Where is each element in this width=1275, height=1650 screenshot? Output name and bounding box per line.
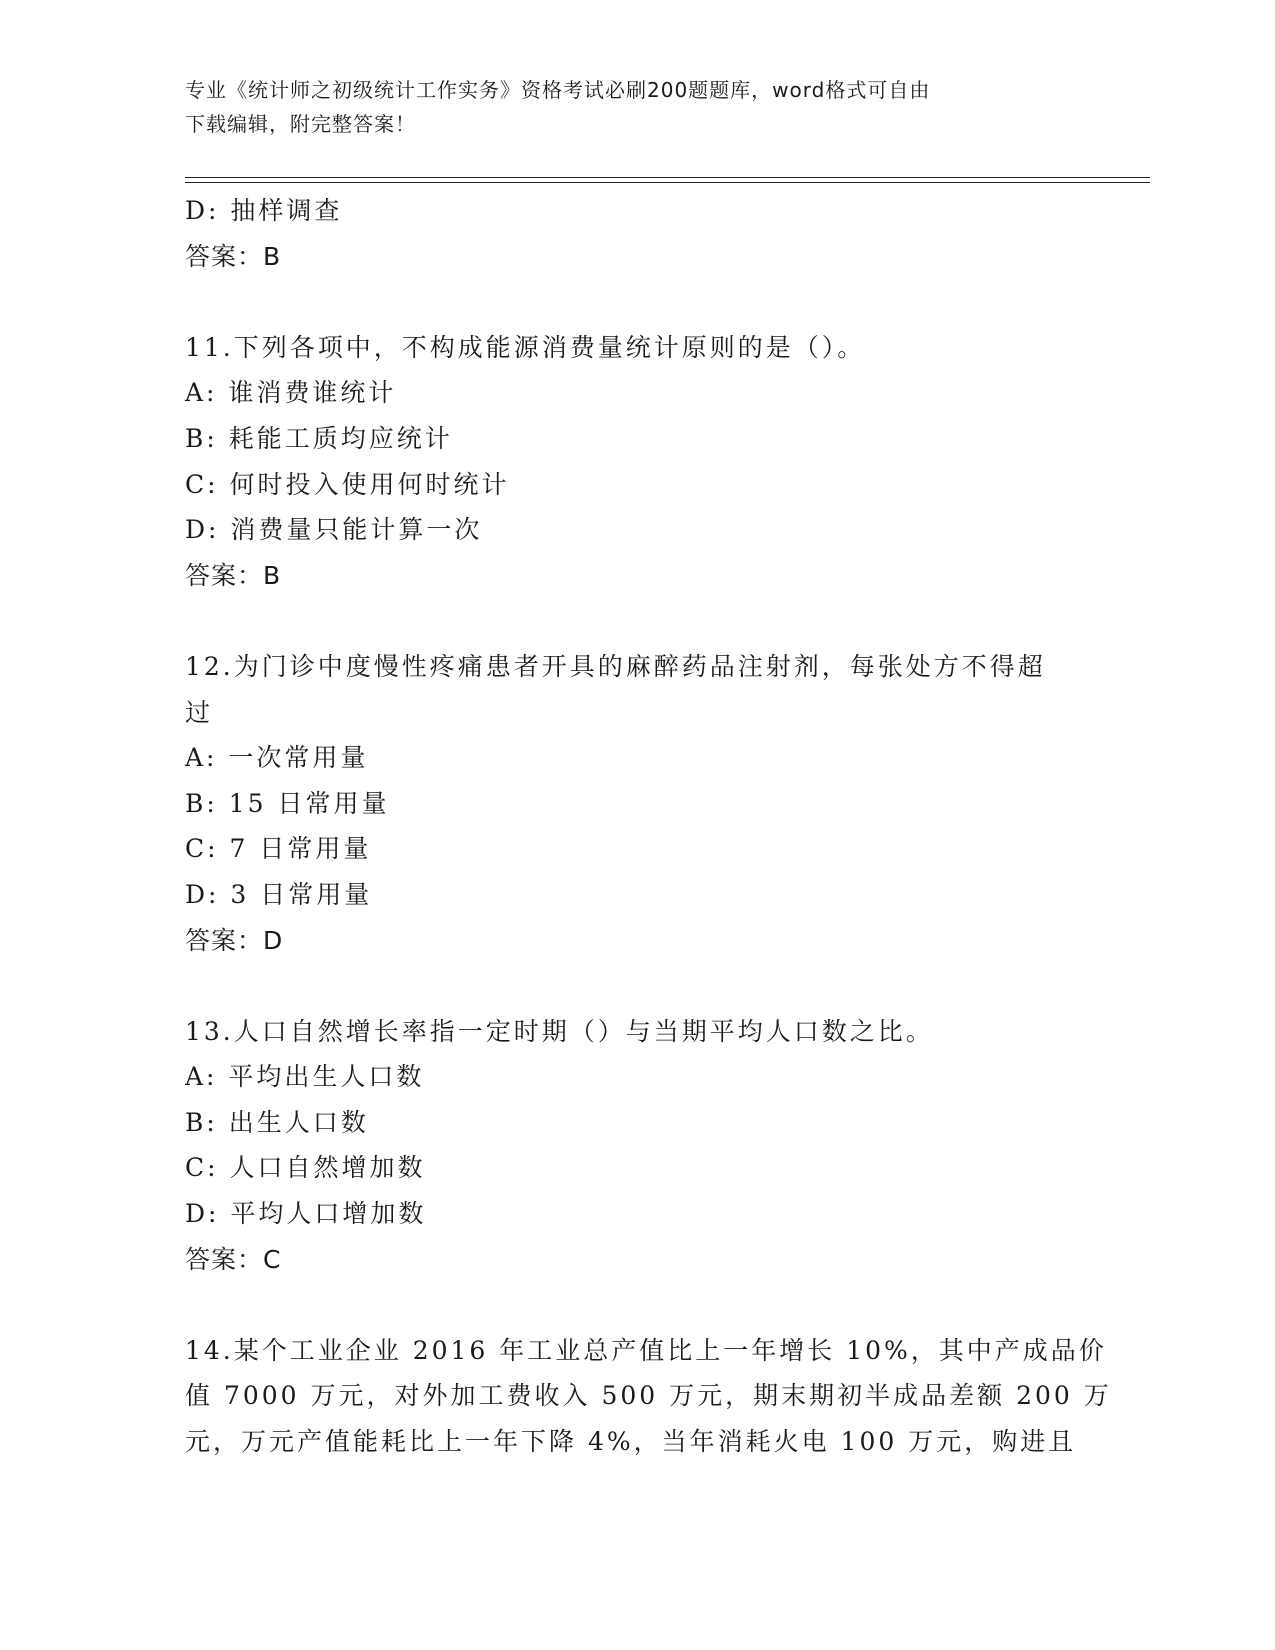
q11-option-d: D: 消费量只能计算一次 [185,515,483,545]
q13-option-b: B: 出生人口数 [185,1107,369,1137]
q13-answer: 答案：C [185,1244,282,1274]
question-content [185,188,1112,1465]
header-divider-top [185,177,1150,178]
header-divider-bottom [185,182,1150,183]
spacer [185,1282,1085,1328]
q13-stem: 13.人口自然增长率指一定时期（）与当期平均人口数之比。 [185,1016,934,1046]
q10-option-d: D: 抽样调查 [185,196,343,225]
q12-option-a: A: 一次常用量 [185,743,369,773]
q11-option-a: A: 谁消费谁统计 [185,378,397,408]
q12-answer: 答案：D [185,925,284,955]
spacer [185,963,1085,1009]
page-header [185,73,1085,141]
q12-option-d: D: 3 日常用量 [185,879,373,909]
q14-stem-line-2: 值 7000 万元，对外加工费收入 500 万元，期末期初半成品差额 200 万 [185,1381,1112,1411]
spacer [185,279,1085,325]
q13-option-a: A: 平均出生人口数 [185,1062,425,1092]
header-line-2: 下载编辑，附完整答案！ [185,112,416,136]
header-line-1: 专业《统计师之初级统计工作实务》资格考试必刷200题题库，word格式可自由 [185,78,931,102]
q11-option-b: B: 耗能工质均应统计 [185,423,453,453]
q13-option-d: D: 平均人口增加数 [185,1199,427,1229]
q12-option-c: C: 7 日常用量 [185,834,372,864]
q12-stem-line-2: 过 [185,697,214,727]
q10-answer: 答案：B [185,241,282,271]
q11-answer: 答案：B [185,560,282,590]
spacer [185,598,1085,644]
q12-option-b: B: 15 日常用量 [185,788,390,818]
q14-stem-line-3: 元，万元产值能耗比上一年下降 4%，当年消耗火电 100 万元，购进且 [185,1427,1077,1457]
q11-stem: 11.下列各项中，不构成能源消费量统计原则的是（）。 [185,332,866,362]
q14-stem-line-1: 14.某个工业企业 2016 年工业总产值比上一年增长 10%，其中产成品价 [185,1335,1107,1365]
q11-option-c: C: 何时投入使用何时统计 [185,469,510,499]
q12-stem-line-1: 12.为门诊中度慢性疼痛患者开具的麻醉药品注射剂，每张处方不得超 [185,651,1046,681]
q13-option-c: C: 人口自然增加数 [185,1153,426,1183]
